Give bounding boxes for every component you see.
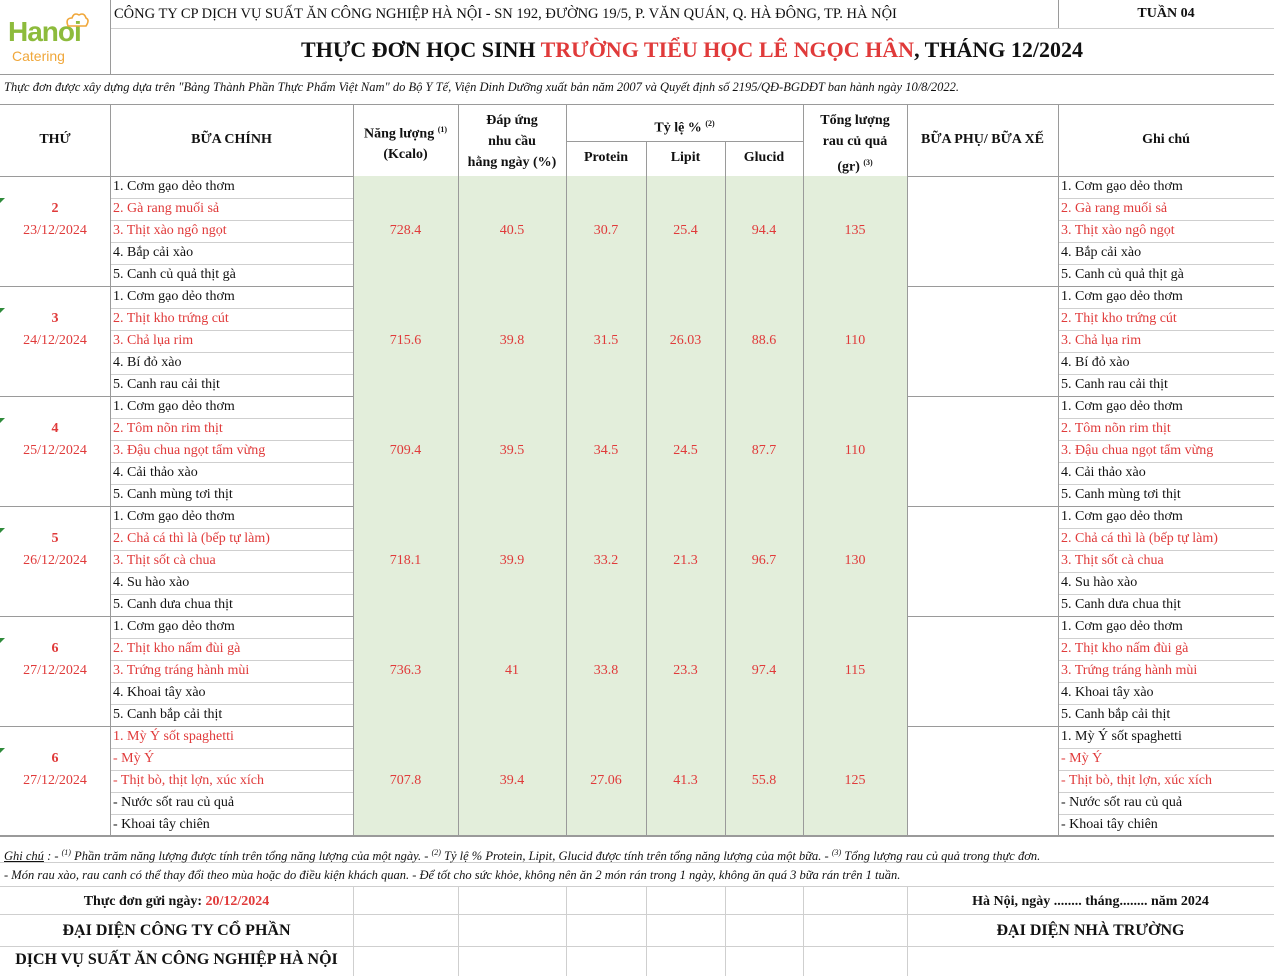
note-item: - Mỳ Ý [1061,751,1103,766]
protein-cell: 34.5 [593,443,619,458]
note-item: - Nước sốt rau củ quả [1061,795,1183,810]
daily-pct-cell: 39.4 [499,773,525,788]
veg-cell: 130 [844,553,866,568]
energy-cell: 736.3 [389,663,422,678]
signature-date-line: Hà Nội, ngày ........ tháng........ năm 2024 [972,894,1209,909]
note-item: 4. Cải thảo xào [1061,465,1146,480]
day-date: 25/12/2024 [23,443,87,458]
dish-item: 4. Bắp cải xào [113,245,194,260]
veg-cell: 110 [844,443,866,458]
rep-company-line-1: ĐẠI DIỆN CÔNG TY CỔ PHẦN [62,922,291,939]
dish-item: 5. Canh mùng tơi thịt [113,487,233,502]
glucid-cell: 88.6 [751,333,777,348]
protein-cell: 30.7 [593,223,619,238]
col-dap-ung: Đáp ứng nhu cầu hằng ngày (%) [467,113,557,170]
logo [6,12,106,68]
dish-item: 1. Cơm gạo dẻo thơm [113,509,235,524]
protein-cell: 31.5 [593,333,619,348]
week-label: TUẦN 04 [1137,6,1195,21]
note-item: 1. Cơm gạo dẻo thơm [1061,289,1183,304]
footnote-label: Ghi chú [4,849,44,864]
dish-item: - Khoai tây chiên [113,817,210,832]
footnote-line-2: - Món rau xào, rau canh có thể thay đổi theo mùa hoặc do điều kiện khách quan. - Để tốt cho sức khỏe, không nên ăn 2 món rán trong 1 ngày, không ăn quá 3 bữa rán trên 1 tuần. [4,868,901,882]
col-glucid: Glucid [743,150,785,165]
daily-pct-cell: 39.8 [499,333,525,348]
note-item: - Thịt bò, thịt lợn, xúc xích [1061,773,1213,788]
note-item: 3. Đậu chua ngọt tẩm vừng [1061,443,1214,458]
dish-item: 2. Thịt kho nấm đùi gà [113,641,241,656]
day-date: 27/12/2024 [23,773,87,788]
logo-sub: Catering [12,48,65,64]
note-item: 4. Bắp cải xào [1061,245,1142,260]
daily-pct-cell: 40.5 [499,223,525,238]
title-prefix: THỰC ĐƠN HỌC SINH [301,37,541,62]
col-lipit: Lipit [670,150,701,165]
dish-item: 1. Cơm gạo dẻo thơm [113,619,235,634]
protein-cell: 33.2 [593,553,619,568]
dish-item: 5. Canh rau cải thịt [113,377,220,392]
lipit-cell: 24.5 [673,443,698,458]
lipit-cell: 23.3 [673,663,698,678]
glucid-cell: 97.4 [751,663,777,678]
day-date: 24/12/2024 [23,333,87,348]
dish-item: 5. Canh củ quả thịt gà [113,267,236,282]
dish-item: 1. Cơm gạo dẻo thơm [113,399,235,414]
col-rau: Tổng lượng rau củ quả (gr) $^{(3)}$ [820,113,890,175]
note-item: 3. Trứng tráng hành mùi [1061,663,1198,678]
note-item: 1. Cơm gạo dẻo thơm [1061,179,1183,194]
energy-cell: 728.4 [389,223,422,238]
energy-cell: 718.1 [389,553,422,568]
header-note: Thực đơn được xây dựng dựa trên "Bảng Thành Phần Thực Phẩm Việt Nam" do Bộ Y Tế, Viện Dinh Dưỡng xuất bản năm 2007 và Quyết định số 2195/QĐ-BGDĐT ban hành ngày 10/8/2022. [4,80,960,94]
note-item: 5. Canh củ quả thịt gà [1061,267,1184,282]
daily-pct-cell: 41 [505,663,519,678]
note-item: 5. Canh dưa chua thịt [1061,597,1181,612]
note-item: 4. Bí đỏ xào [1061,355,1130,370]
day-number: 2 [51,201,59,216]
col-bua-chinh: BỮA CHÍNH [191,132,272,147]
note-item: 3. Thịt xào ngô ngọt [1061,223,1175,238]
dish-item: 5. Canh bắp cải thịt [113,707,223,722]
note-item: - Khoai tây chiên [1061,817,1158,832]
note-item: 5. Canh bắp cải thịt [1061,707,1171,722]
energy-cell: 707.8 [389,773,422,788]
energy-cell: 709.4 [389,443,422,458]
note-item: 1. Cơm gạo dẻo thơm [1061,399,1183,414]
lipit-cell: 25.4 [673,223,698,238]
protein-cell: 27.06 [590,773,622,788]
dish-item: 2. Thịt kho trứng cút [113,311,229,326]
day-number: 5 [51,531,59,546]
dish-item: 1. Cơm gạo dẻo thơm [113,289,235,304]
glucid-cell: 96.7 [751,553,777,568]
rep-school: ĐẠI DIỆN NHÀ TRƯỜNG [996,922,1185,939]
dish-item: 4. Cải thảo xào [113,465,198,480]
glucid-cell: 94.4 [751,223,777,238]
note-item: 2. Gà rang muối sả [1061,201,1168,216]
day-number: 4 [51,421,59,436]
note-item: 5. Canh mùng tơi thịt [1061,487,1181,502]
dish-item: 3. Trứng tráng hành mùi [113,663,250,678]
dish-item: 1. Mỳ Ý sốt spaghetti [113,729,234,744]
note-item: 2. Thịt kho trứng cút [1061,311,1177,326]
logo-brand: Hanoi [8,16,81,47]
dish-item: 3. Đậu chua ngọt tẩm vừng [113,443,266,458]
dish-item: 5. Canh dưa chua thịt [113,597,233,612]
rep-company-line-2: DỊCH VỤ SUẤT ĂN CÔNG NGHIỆP HÀ NỘI [15,951,338,968]
col-nang-luong: Năng lượng $^{(1)}$ (Kcalo) [363,125,448,162]
dish-item: 2. Gà rang muối sả [113,201,220,216]
daily-pct-cell: 39.9 [499,553,525,568]
day-number: 6 [51,751,59,766]
note-item: 3. Thịt sốt cà chua [1061,553,1164,568]
dish-item: - Nước sốt rau củ quả [113,795,235,810]
dish-item: 2. Chả cá thì là (bếp tự làm) [113,531,270,546]
col-ghi-chu: Ghi chú [1142,132,1190,147]
note-item: 1. Cơm gạo dẻo thơm [1061,509,1183,524]
note-item: 1. Mỳ Ý sốt spaghetti [1061,729,1182,744]
note-item: 2. Thịt kho nấm đùi gà [1061,641,1189,656]
col-protein: Protein [583,150,629,165]
dish-item: 3. Thịt sốt cà chua [113,553,216,568]
footnote-line-1: Ghi chú : - $^{(1)}$ Phần trăm năng lượng được tính trên tổng năng lượng của một ngày. - $^{(2)}$ Tỷ lệ % Protein, Lipit, Glucid được tính trên tổng năng lượng của một bữa. - $^{(3)}$ Tổng lượng rau củ quả trong thực đơn. [4,848,1041,864]
sent-date-line: Thực đơn gửi ngày: 20/12/2024 [83,894,270,909]
lipit-cell: 26.03 [669,333,702,348]
company-line: CÔNG TY CP DỊCH VỤ SUẤT ĂN CÔNG NGHIỆP HÀ NỘI - SN 192, ĐƯỜNG 19/5, P. VĂN QUÁN, Q. HÀ ĐÔNG, TP. HÀ NỘI [114,6,897,22]
note-item: 1. Cơm gạo dẻo thơm [1061,619,1183,634]
dish-item: - Mỳ Ý [113,751,155,766]
note-item: 2. Chả cá thì là (bếp tự làm) [1061,531,1218,546]
glucid-cell: 87.7 [751,443,777,458]
lipit-cell: 41.3 [673,773,698,788]
dish-item: 3. Thịt xào ngô ngọt [113,223,227,238]
veg-cell: 125 [844,773,866,788]
sent-date: 20/12/2024 [205,894,270,909]
protein-cell: 33.8 [593,663,619,678]
dish-item: 2. Tôm nõn rim thịt [113,421,223,436]
col-thu: THỨ [39,132,71,147]
note-item: 2. Tôm nõn rim thịt [1061,421,1171,436]
veg-cell: 115 [844,663,866,678]
dish-item: 4. Su hào xào [113,575,190,590]
note-item: 5. Canh rau cải thịt [1061,377,1168,392]
col-ty-le: Tỷ lệ % $^{(2)}$ [654,119,715,136]
title-suffix: , THÁNG 12/2024 [914,37,1083,62]
day-number: 3 [51,311,59,326]
dish-item: 4. Khoai tây xào [113,685,206,700]
veg-cell: 110 [844,333,866,348]
note-item: 4. Khoai tây xào [1061,685,1154,700]
dish-item: 4. Bí đỏ xào [113,355,182,370]
dish-item: 3. Chả lụa rim [113,333,194,348]
glucid-cell: 55.8 [751,773,777,788]
dish-item: 1. Cơm gạo dẻo thơm [113,179,235,194]
energy-cell: 715.6 [389,333,422,348]
note-item: 3. Chả lụa rim [1061,333,1142,348]
day-date: 26/12/2024 [23,553,87,568]
day-date: 23/12/2024 [23,223,87,238]
note-item: 4. Su hào xào [1061,575,1138,590]
veg-cell: 135 [844,223,866,238]
page-title [110,36,1274,64]
col-bua-phu: BỮA PHỤ/ BỮA XẾ [920,132,1045,147]
day-number: 6 [51,641,59,656]
chef-hat-icon [64,12,90,33]
dish-item: - Thịt bò, thịt lợn, xúc xích [113,773,265,788]
daily-pct-cell: 39.5 [499,443,525,458]
title-school: TRƯỜNG TIỂU HỌC LÊ NGỌC HÂN [540,37,915,62]
day-date: 27/12/2024 [23,663,87,678]
lipit-cell: 21.3 [673,553,698,568]
